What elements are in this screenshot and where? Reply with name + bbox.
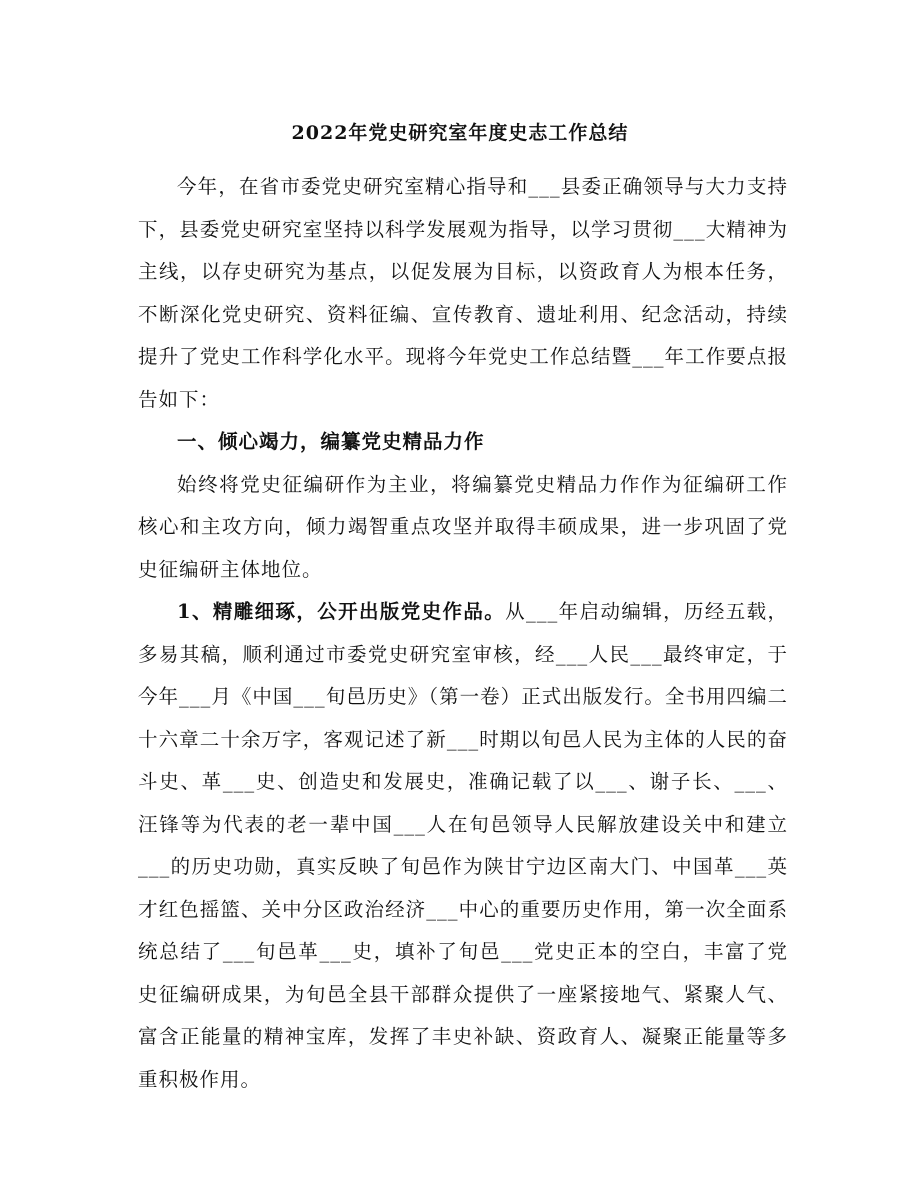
item-lead: 1、精雕细琢，公开出版党史作品。 [177, 600, 506, 623]
section-paragraph: 始终将党史征编研作为主业，将编纂党史精品力作作为征编研工作核心和主攻方向，倾力竭智重点攻坚并取得丰硕成果，进一步巩固了党史征编研主体地位。 [138, 472, 788, 581]
document-body [138, 166, 788, 1101]
item-text: 从___年启动编辑，历经五载，多易其稿，顺利通过市委党史研究室审核，经___人民___最终审定，于今年___月《中国___旬邑历史》（第一卷）正式出版发行。全书用四编二十六章二十余万字，客观记述了新___时期以旬邑人民为主体的人民的奋斗史、革___史、创造史和发展史，准确记载了以___、谢子长、___、汪锋等为代表的老一辈中国___人在旬邑领导人民解放建设关中和建立___的历史功勋，真实反映了旬邑作为陕甘宁边区南大门、中国革___英才红色摇篮、关中分区政治经济___中心的重要历史作用，第一次全面系统总结了___旬邑革___史，填补了旬邑___党史正本的空白，丰富了党史征编研成果，为旬邑全县干部群众提供了一座紧接地气、紧聚人气、富含正能量的精神宝库，发挥了丰史补缺、资政育人、凝聚正能量等多重积极作用。 [138, 600, 788, 1091]
section-heading: 一、倾心竭力，编纂党史精品力作 [177, 430, 485, 453]
item-paragraph [138, 591, 788, 1101]
document-title: 2022年党史研究室年度史志工作总结 [291, 122, 629, 144]
intro-paragraph: 今年，在省市委党史研究室精心指导和___县委正确领导与大力支持下，县委党史研究室坚持以科学发展观为指导，以学习贯彻___大精神为主线，以存史研究为基点，以促发展为目标，以资政育人为根本任务，不断深化党史研究、资料征编、宣传教育、遗址利用、纪念活动，持续提升了党史工作科学化水平。现将今年党史工作总结暨___年工作要点报告如下： [138, 175, 788, 411]
